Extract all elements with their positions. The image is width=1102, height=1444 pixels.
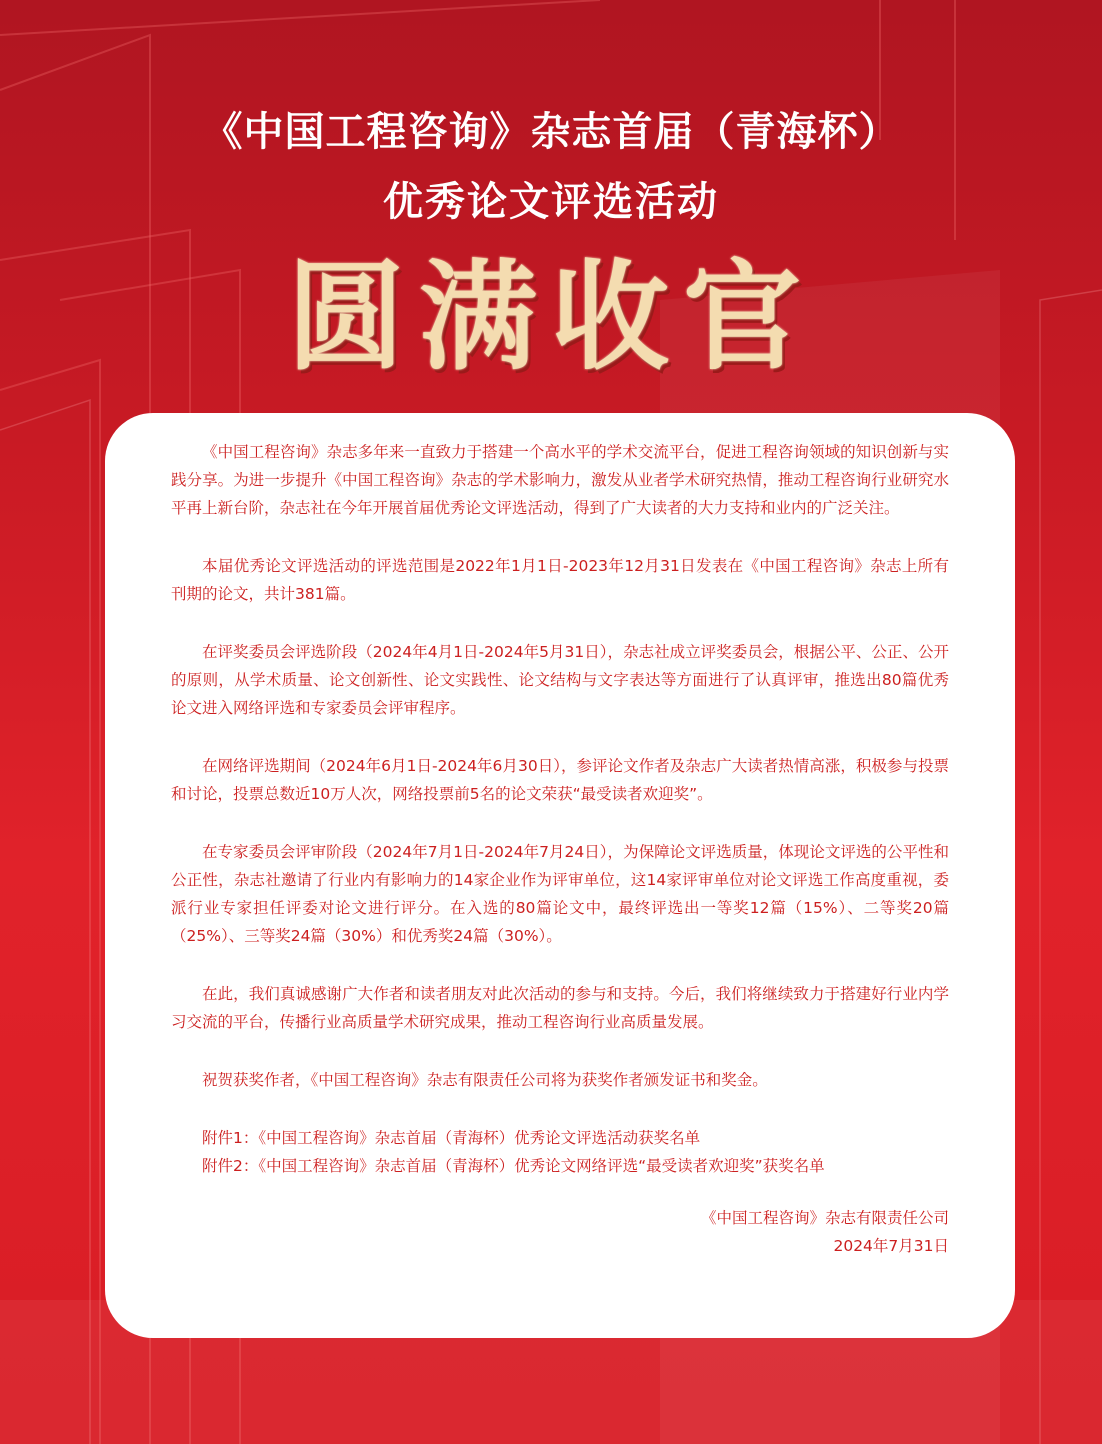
title-block xyxy=(0,108,1102,226)
title-line-2: 优秀论文评选活动 xyxy=(383,179,719,225)
paragraph-intro: 《中国工程咨询》杂志多年来一直致力于搭建一个高水平的学术交流平台，促进工程咨询领域的知识创新与实践分享。为进一步提升《中国工程咨询》杂志的学术影响力，激发从业者学术研究热情，推动工程咨询行业研究水平再上新台阶，杂志社在今年开展首届优秀论文评选活动，得到了广大读者的大力支持和业内的广泛关注。 xyxy=(171,443,949,517)
paragraph-congrats: 祝贺获奖作者，《中国工程咨询》杂志有限责任公司将为获奖作者颁发证书和奖金。 xyxy=(202,1071,768,1089)
attachment-1: 附件1：《中国工程咨询》杂志首届（青海杯）优秀论文评选活动获奖名单 xyxy=(202,1129,701,1147)
attachment-2: 附件2：《中国工程咨询》杂志首届（青海杯）优秀论文网络评选“最受读者欢迎奖”获奖名单 xyxy=(202,1157,825,1175)
signature-date: 2024年7月31日 xyxy=(833,1237,949,1255)
signature-org: 《中国工程咨询》杂志有限责任公司 xyxy=(700,1209,949,1227)
announcement-card xyxy=(105,413,1015,1338)
paragraph-scope: 本届优秀论文评选活动的评选范围是2022年1月1日-2023年12月31日发表在《中国工程咨询》杂志上所有刊期的论文，共计381篇。 xyxy=(171,557,949,603)
paragraph-committee-stage: 在评奖委员会评选阶段（2024年4月1日-2024年5月31日），杂志社成立评奖委员会，根据公平、公正、公开的原则，从学术质量、论文创新性、论文实践性、论文结构与文字表达等方面进行了认真评审，推选出80篇优秀论文进入网络评选和专家委员会评审程序。 xyxy=(171,643,949,717)
title-line-1: 《中国工程咨询》杂志首届（青海杯） xyxy=(202,109,900,155)
paragraph-online-voting: 在网络评选期间（2024年6月1日-2024年6月30日），参评论文作者及杂志广大读者热情高涨，积极参与投票和讨论，投票总数近10万人次，网络投票前5名的论文荣获“最受读者欢迎奖”。 xyxy=(171,757,949,803)
paragraph-expert-review: 在专家委员会评审阶段（2024年7月1日-2024年7月24日），为保障论文评选质量，体现论文评选的公平性和公正性，杂志社邀请了行业内有影响力的14家企业作为评审单位，这14家评审单位对论文评选工作高度重视，委派行业专家担任评委对论文进行评分。在入选的80篇论文中，最终评选出一等奖12篇（15%）、二等奖20篇（25%）、三等奖24篇（30%）和优秀奖24篇（30%）。 xyxy=(171,843,949,945)
headline-calligraphy: 圆满收官 xyxy=(286,247,815,386)
signature-block xyxy=(171,1204,949,1260)
paragraph-thanks: 在此，我们真诚感谢广大作者和读者朋友对此次活动的参与和支持。今后，我们将继续致力于搭建好行业内学习交流的平台，传播行业高质量学术研究成果，推动工程咨询行业高质量发展。 xyxy=(171,985,949,1031)
